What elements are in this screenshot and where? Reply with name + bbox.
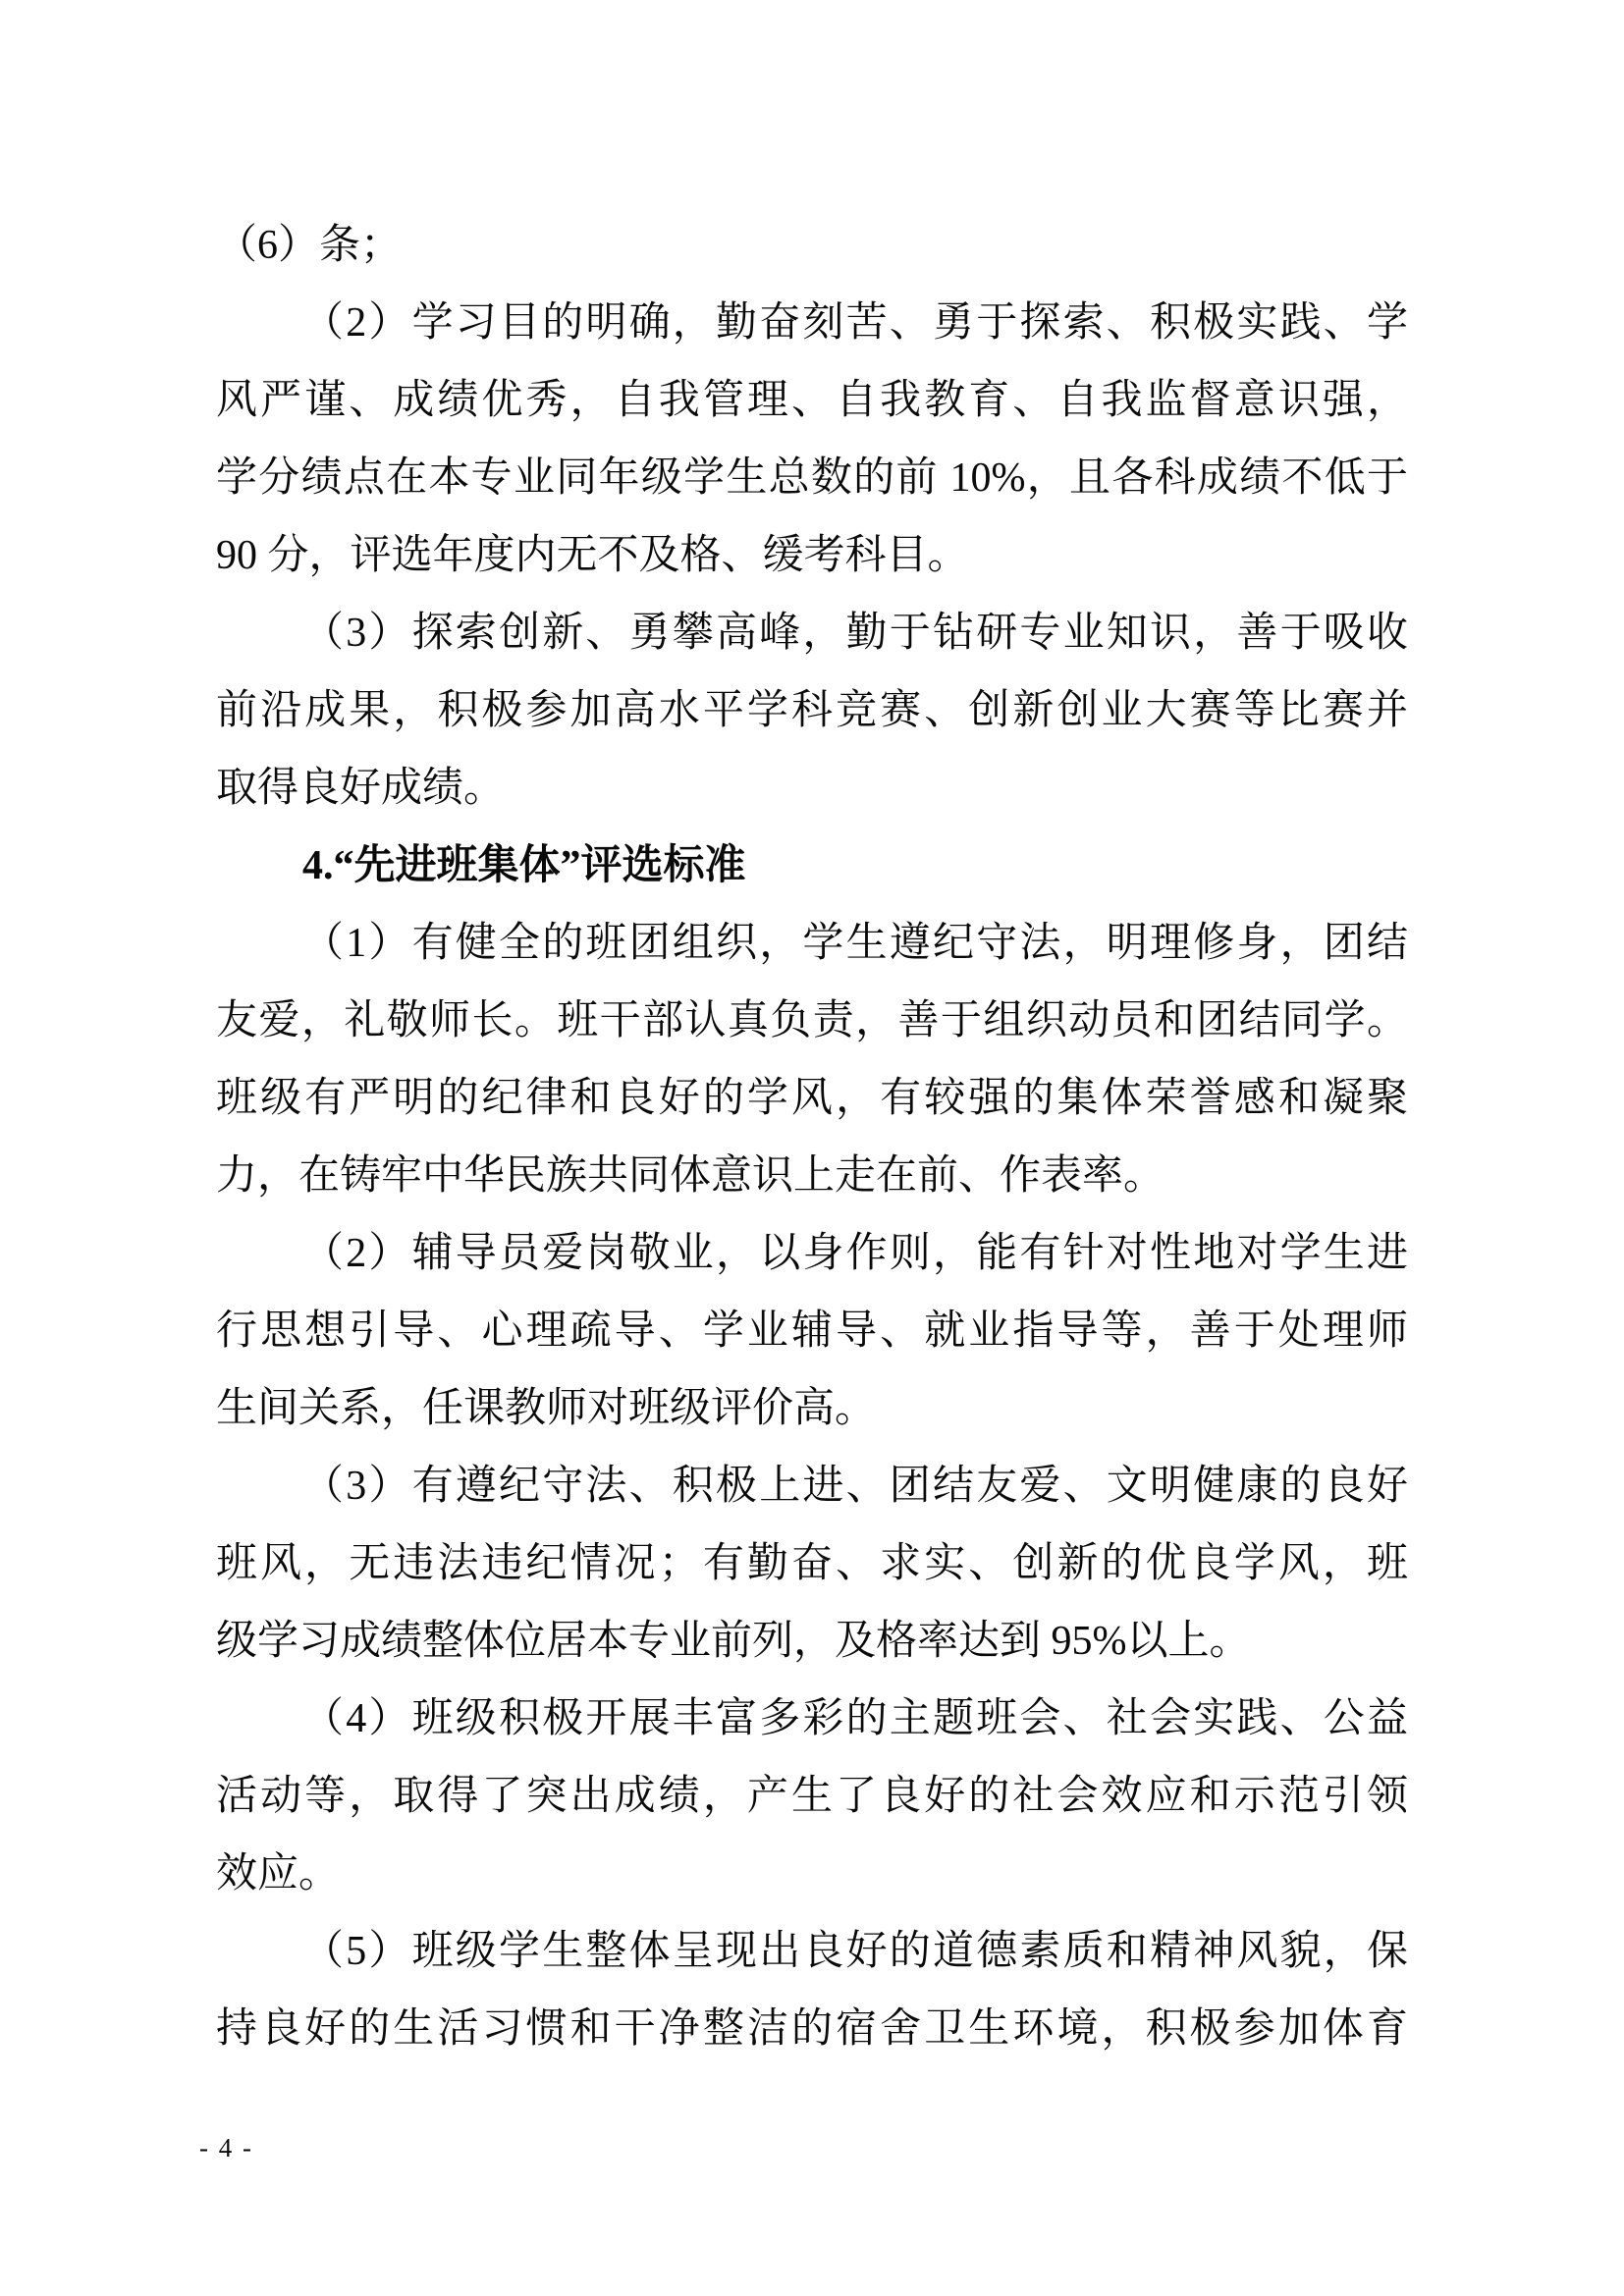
text-line: 班级有严明的纪律和良好的学风，有较强的集体荣誉感和凝聚 [216,1076,1408,1121]
text-line: 活动等，取得了突出成绩，产生了良好的社会效应和示范引领 [216,1774,1408,1819]
text-line: 友爱，礼敬师长。班干部认真负责，善于组织动员和团结同学。 [216,998,1408,1043]
text-line: （4）班级积极开展丰富多彩的主题班会、社会实践、公益 [302,1696,1408,1741]
text-line: 班风，无违法违纪情况；有勤奋、求实、创新的优良学风，班 [216,1541,1408,1586]
text-line: 级学习成绩整体位居本专业前列，及格率达到 95%以上。 [216,1619,1251,1664]
text-line: （1）有健全的班团组织，学生遵纪守法，明理修身，团结 [302,921,1408,966]
text-line: 行思想引导、心理疏导、学业辅导、就业指导等，善于处理师 [216,1308,1408,1354]
text-line: 学分绩点在本专业同年级学生总数的前 10%，且各科成绩不低于 [216,455,1408,501]
text-line: （5）班级学生整体呈现出良好的道德素质和精神风貌，保 [302,1929,1408,1974]
text-line: 前沿成果，积极参加高水平学科竞赛、创新创业大赛等比赛并 [216,688,1408,733]
section-heading: 4.“先进班集体”评选标准 [302,843,746,888]
text-line: 持良好的生活习惯和干净整洁的宿舍卫生环境，积极参加体育 [216,2006,1408,2052]
text-line: 效应。 [216,1851,341,1896]
text-line: （2）辅导员爱岗敬业，以身作则，能有针对性地对学生进 [302,1231,1408,1276]
text-line: 90 分，评选年度内无不及格、缓考科目。 [216,533,969,578]
text-line: 取得良好成绩。 [216,766,506,811]
text-line: （3）探索创新、勇攀高峰，勤于钻研专业知识，善于吸收 [302,611,1408,656]
text-line: 风严谨、成绩优秀，自我管理、自我教育、自我监督意识强， [216,378,1408,423]
page-number: - 4 - [199,2133,253,2163]
text-line: （3）有遵纪守法、积极上进、团结友爱、文明健康的良好 [302,1464,1408,1509]
text-line: （2）学习目的明确，勤奋刻苦、勇于探索、积极实践、学 [302,300,1408,346]
text-line: 生间关系，任课教师对班级评价高。 [216,1386,877,1431]
text-line: 力，在铸牢中华民族共同体意识上走在前、作表率。 [216,1153,1165,1199]
text-line: （6）条； [216,223,403,268]
document-body [216,207,1408,2068]
